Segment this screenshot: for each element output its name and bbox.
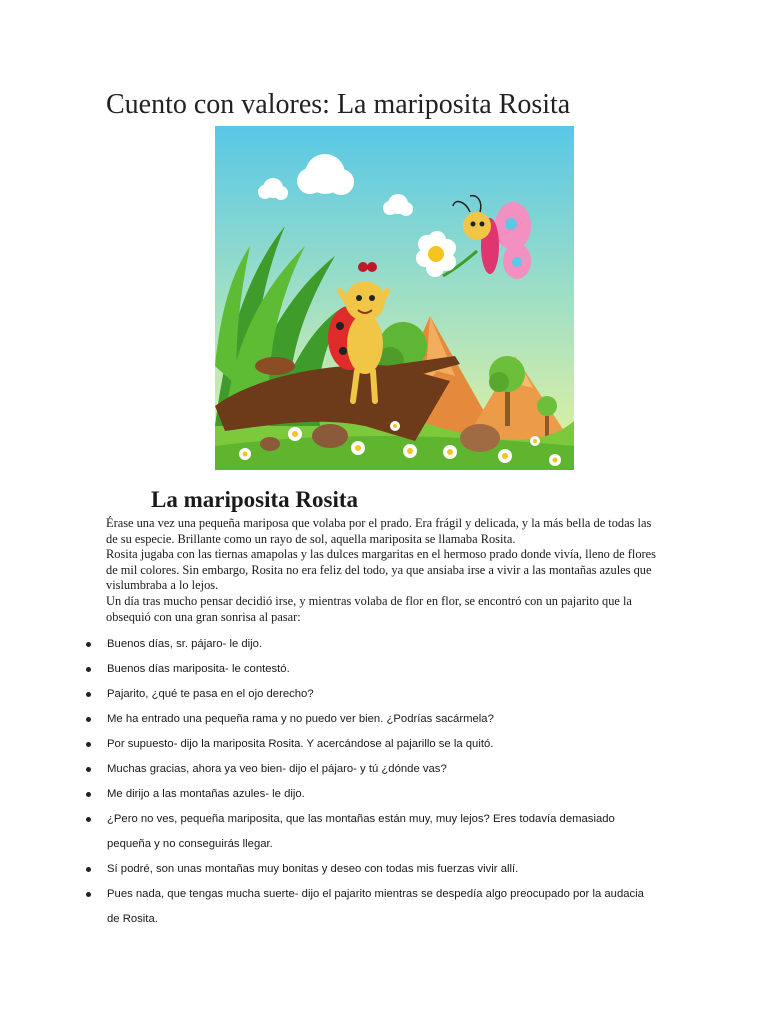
bullet-icon [86, 792, 91, 797]
intro-paragraph: Érase una vez una pequeña mariposa que volaba por el prado. Era frágil y delicada, y la más bella de todas las de su especie. Brillante como un rayo de sol, aquella mariposita se llamaba Rosita. [106, 516, 652, 546]
dialogue-item [0, 682, 768, 707]
bullet-icon [86, 692, 91, 697]
intro-paragraph: Un día tras mucho pensar decidió irse, y mientras volaba de flor en flor, se encontró con un pajarito que la obsequió con una gran sonrisa al pasar: [106, 593, 632, 624]
bullet-icon [86, 767, 91, 772]
dialogue-item [0, 882, 768, 932]
bullet-icon [86, 742, 91, 747]
dialogue-text: Pues nada, que tengas mucha suerte- dijo el pajarito mientras se despedía algo preocupado por la audacia de Rosita. [107, 888, 644, 925]
dialogue-text: Me dirijo a las montañas azules- le dijo. [107, 788, 305, 800]
dialogue-item [0, 807, 768, 857]
page-title: Cuento con valores: La mariposita Rosita [106, 89, 571, 120]
dialogue-text: Por supuesto- dijo la mariposita Rosita. Y acercándose al pajarillo se la quitó. [107, 738, 494, 750]
bullet-icon [86, 892, 91, 897]
bullet-icon [86, 717, 91, 722]
bullet-icon [86, 667, 91, 672]
dialogue-item [0, 857, 768, 882]
dialogue-text: Buenos días mariposita- le contestó. [107, 663, 290, 675]
dialogue-item [0, 707, 768, 732]
dialogue-item [0, 732, 768, 757]
bullet-icon [86, 642, 91, 647]
dialogue-text: Sí podré, son unas montañas muy bonitas y deseo con todas mis fuerzas vivir allí. [107, 863, 519, 875]
dialogue-list [0, 632, 768, 932]
bullet-icon [86, 817, 91, 822]
dialogue-item [0, 782, 768, 807]
dialogue-item [0, 657, 768, 682]
dialogue-text: ¿Pero no ves, pequeña mariposita, que las montañas están muy, muy lejos? Eres todavía demasiado pequeña y no conseguirás llegar. [107, 813, 615, 850]
story-intro [106, 516, 666, 625]
dialogue-text: Muchas gracias, ahora ya veo bien- dijo el pájaro- y tú ¿dónde vas? [107, 763, 447, 775]
story-illustration [215, 126, 574, 470]
dialogue-text: Me ha entrado una pequeña rama y no puedo ver bien. ¿Podrías sacármela? [107, 713, 494, 725]
dialogue-item [0, 757, 768, 782]
dialogue-text: Buenos días, sr. pájaro- le dijo. [107, 638, 263, 650]
bullet-icon [86, 867, 91, 872]
story-subtitle: La mariposita Rosita [151, 487, 358, 512]
dialogue-item [0, 632, 768, 657]
dialogue-text: Pajarito, ¿qué te pasa en el ojo derecho? [107, 688, 314, 700]
ladybug-butterfly-meadow-illustration-icon [215, 126, 574, 470]
intro-paragraph: Rosita jugaba con las tiernas amapolas y las dulces margaritas en el hermoso prado donde vivía, lleno de flores de mil colores. Sin embargo, Rosita no era feliz del todo, ya que ansiaba irse a vivir a las montañas azules que vislumbraba a lo lejos. [106, 547, 656, 593]
